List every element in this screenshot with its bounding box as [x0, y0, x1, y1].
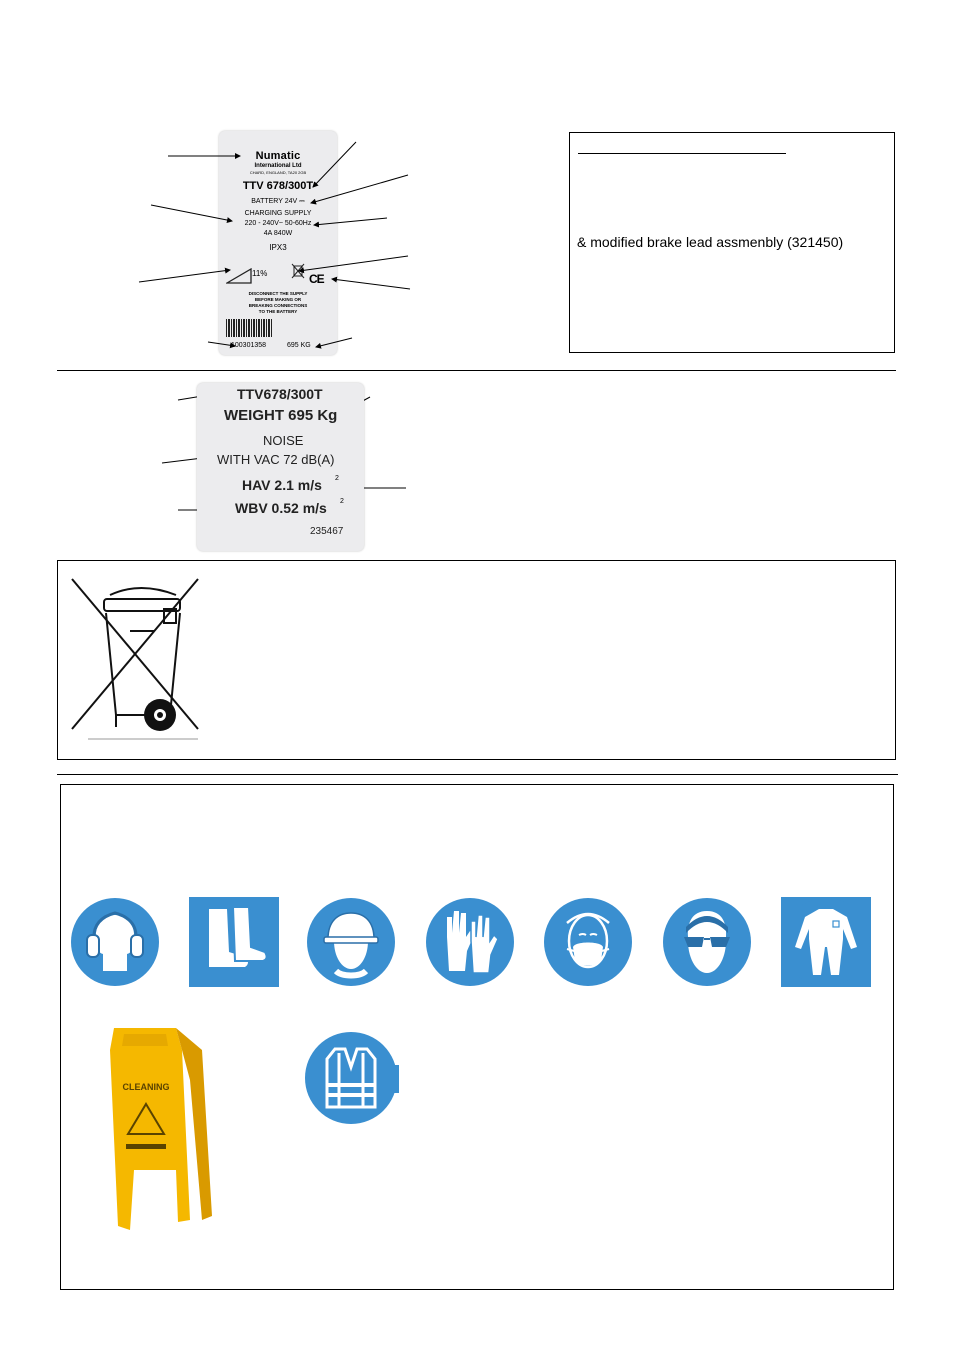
section-divider — [57, 370, 896, 371]
serial-number: 100301358 — [231, 342, 267, 349]
vibration-weight: WEIGHT 695 Kg — [224, 407, 338, 424]
modification-note-text: & modified brake lead assmenbly (321450) — [577, 234, 844, 250]
wbv-value: WBV 0.52 m/s — [235, 500, 327, 516]
disconnect-warning: DISCONNECT THE SUPPLY BEFORE MAKING OR BREAKING CONNECTIONS TO THE BATTERY — [248, 291, 308, 314]
vibration-model: TTV678/300T — [237, 386, 323, 402]
crossed-out-wheelie-bin-icon — [70, 575, 202, 745]
label-code: 235467 — [310, 526, 344, 537]
noise-heading: NOISE — [263, 433, 304, 448]
ip-rating: IPX3 — [269, 243, 287, 252]
vibration-label-plate — [197, 383, 364, 551]
hav-value: HAV 2.1 m/s — [242, 477, 322, 493]
hard-hat-icon — [306, 897, 396, 987]
gloves-icon — [425, 897, 515, 987]
wbv-superscript: 2 — [340, 498, 344, 505]
charging-supply: CHARGING SUPPLY — [244, 210, 312, 217]
sign-text: CLEANING — [122, 1082, 170, 1092]
brand-sub: International Ltd — [254, 163, 302, 169]
gradient-value: 11% — [252, 269, 268, 278]
modification-note-box — [569, 132, 895, 353]
label-weight: 695 KG — [287, 342, 311, 349]
overalls-icon — [781, 897, 871, 987]
brand-address: CHARD, ENGLAND, TA20 2GB — [249, 170, 307, 175]
note-heading-rule — [578, 153, 786, 154]
safety-boots-icon — [189, 897, 279, 987]
battery-rating: BATTERY 24V ⎓ — [251, 198, 305, 205]
voltage-rating: 220 - 240V~ 50-60Hz — [244, 220, 312, 227]
ce-mark: CE — [309, 272, 324, 286]
section-divider — [57, 774, 898, 775]
model-number: TTV 678/300T — [242, 180, 314, 192]
brand-name: Numatic — [255, 150, 301, 162]
wet-floor-sign-icon — [80, 1020, 240, 1240]
current-power-rating: 4A 840W — [263, 230, 293, 237]
hi-vis-vest-icon — [305, 1031, 399, 1125]
hav-superscript: 2 — [335, 475, 339, 482]
ear-protection-icon — [70, 897, 160, 987]
face-mask-icon — [543, 897, 633, 987]
safety-glasses-icon — [662, 897, 752, 987]
weee-box — [57, 560, 896, 760]
noise-with-vac: WITH VAC 72 dB(A) — [217, 452, 335, 467]
